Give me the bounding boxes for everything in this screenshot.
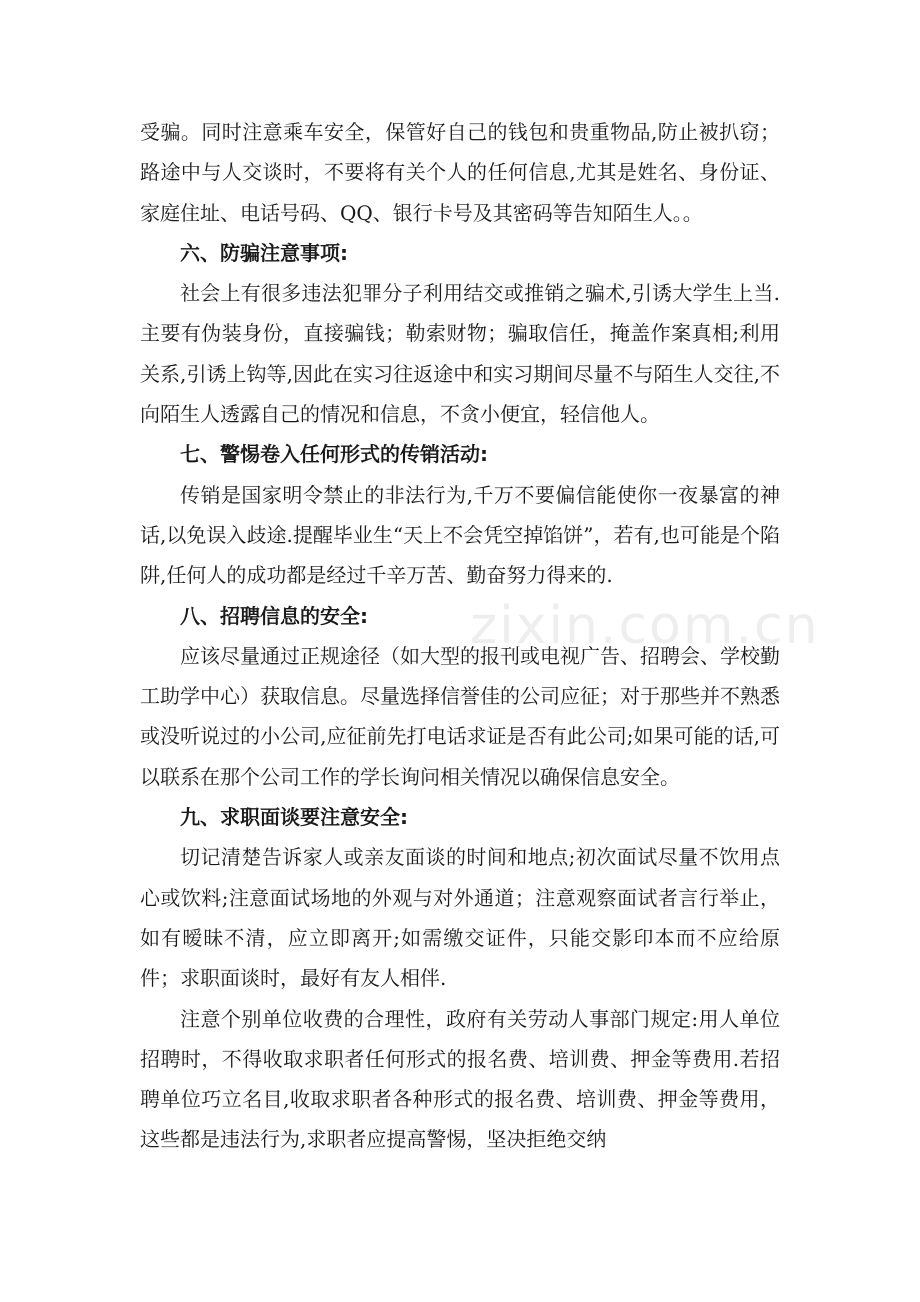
fee-notice-paragraph: 注意个别单位收费的合理性，政府有关劳动人事部门规定:用人单位招聘时，不得收取求职者任何形式的报名费、培训费、押金等费用.若招聘单位巧立名目,收取求职者各种形式的报名费、培训费、押金等费用，这些都是违法行为,求职者应提高警惕，坚决拒绝交纳 — [140, 1006, 780, 1152]
section-9-paragraph: 切记清楚告诉家人或亲友面谈的时间和地点;初次面试尽量不饮用点心或饮料;注意面试场地的外观与对外通道；注意观察面试者言行举止，如有暧昧不清，应立即离开;如需缴交证件，只能交影印本而不应给原件；求职面谈时，最好有友人相伴. — [140, 845, 780, 991]
section-6-heading: 六、防骗注意事项: — [180, 240, 348, 265]
section-8-heading: 八、招聘信息的安全: — [180, 603, 368, 628]
section-7-paragraph: 传销是国家明令禁止的非法行为,千万不要偏信能使你一夜暴富的神话,以免误入歧途.提醒毕业生“天上不会凭空掉馅饼”，若有,也可能是个陷阱,任何人的成功都是经过千辛万苦、勤奋努力得来的. — [140, 482, 780, 588]
watermark: zixin.com.cn — [470, 596, 820, 656]
section-8-paragraph: 应该尽量通过正规途径（如大型的报刊或电视广告、招聘会、学校勤工助学中心）获取信息。尽量选择信誉佳的公司应征；对于那些并不熟悉或没听说过的小公司,应征前先打电话求证是否有此公司;如果可能的话,可以联系在那个公司工作的学长询问相关情况以确保信息安全。 — [140, 643, 780, 789]
section-6-paragraph: 社会上有很多违法犯罪分子利用结交或推销之骗术,引诱大学生上当.主要有伪装身份，直接骗钱；勒索财物；骗取信任，掩盖作案真相;利用关系,引诱上钩等,因此在实习往返途中和实习期间尽量不与陌生人交往,不向陌生人透露自己的情况和信息，不贪小便宜，轻信他人。 — [140, 281, 780, 427]
opening-paragraph: 受骗。同时注意乘车安全，保管好自己的钱包和贵重物品,防止被扒窃；路途中与人交谈时，不要将有关个人的任何信息,尤其是姓名、身份证、家庭住址、电话号码、QQ、银行卡号及其密码等告知陌生人。。 — [140, 120, 780, 225]
document-body — [140, 112, 780, 1160]
section-7-heading: 七、警惕卷入任何形式的传销活动: — [180, 442, 488, 467]
section-9-heading: 九、求职面谈要注意安全: — [180, 805, 408, 830]
